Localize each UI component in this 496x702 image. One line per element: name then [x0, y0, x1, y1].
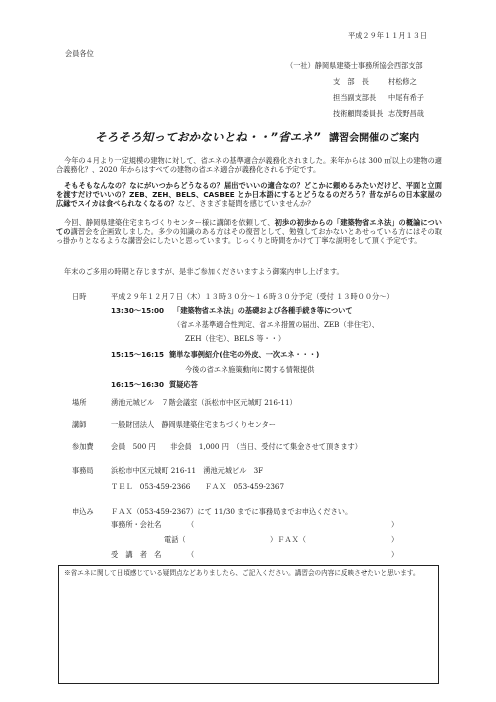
tel-label: 電話（ — [164, 535, 186, 544]
apply-text: ＦＡＸ（053-459-2367）にて 11/30 までに事務局までお申込ください。 — [111, 507, 353, 516]
sender-title-2: 担当副支部長 — [333, 93, 377, 102]
title-rest: 講習会開催のご案内 — [329, 133, 420, 144]
fee-label: 参加費 — [72, 442, 94, 451]
intro-paragraph-1: 今年の４月より一定規模の建物に対して、省エネの基準適合が義務化されました。来年からは 300 ㎡以上の建物の適合義務化？、2020 年からはすべての建物の省エネ適合が義務化される予定です。 — [56, 156, 442, 174]
sender-name-1: 村松修之 — [388, 77, 417, 86]
sender-name-3: 志茂野昌哉 — [388, 109, 424, 118]
p3-a: 今回、静岡県建築住宅まちづくりセンター様に講師を依頼して、 — [64, 218, 275, 227]
intro-paragraph-4: 年末のご多用の時期と存じますが、是非ご参加くださいますよう御案内申し上げます。 — [64, 267, 344, 276]
page-title — [95, 130, 419, 146]
document-date: 平成２９年１１月１３日 — [348, 31, 428, 40]
title-main: そろそろ知っておかないとね・・”省エネ” — [95, 130, 321, 144]
company-open: （ — [187, 520, 195, 529]
place-label: 場所 — [72, 398, 87, 407]
fax-close: ） — [391, 535, 399, 544]
apply-label: 申込み — [72, 507, 94, 516]
company-label: 事務所・会社名 — [111, 520, 162, 529]
sender-name-2: 中尾有希子 — [388, 93, 424, 102]
p3-c: 講習会を企画致しました。多少の知識のある方はその復習として、勉強しておかないとあせっている方にはその取っ掛かりとなるような講習会にしたいと思っています。じっくりと時間をかけて丁寧な説明をして頂く予定です。 — [56, 227, 442, 245]
session-2-detail-1: 今後の省エネ施策動向に関する情報提供 — [185, 365, 315, 374]
addressee: 会員各位 — [65, 49, 94, 58]
attendee-close: ） — [391, 550, 399, 559]
office-label: 事務局 — [72, 466, 94, 475]
place-value: 湧池元城ビル ７階会議室（浜松市中区元城町 216-11） — [111, 398, 297, 407]
company-close: ） — [391, 520, 399, 529]
session-2-title: 簡単な事例紹介(住宅の外皮、一次エネ・・・) — [169, 350, 320, 359]
attendee-open: （ — [187, 550, 195, 559]
session-3-time: 16:15～16:30 — [111, 380, 164, 389]
fee-value: 会員 500 円 非会員 1,000 円 （当日、受付にて集金させて頂きます） — [111, 442, 362, 451]
office-address: 浜松市中区元城町 216-11 湧池元城ビル 3F — [111, 466, 264, 475]
session-1-title: 「建築物省エネ法」の基礎および各種手続き等について — [173, 306, 353, 315]
session-1-time: 13:30～15:00 — [111, 306, 164, 315]
intro-paragraph-3 — [56, 218, 442, 245]
session-3-title: 質疑応答 — [169, 380, 198, 389]
lecturer-value: 一般財団法人 静岡県建築住宅まちづくりセンター — [111, 420, 276, 429]
attendee-label: 受 講 者 名 — [111, 550, 162, 559]
sender-title-3: 技術顧問委員長 — [333, 109, 384, 118]
intro-paragraph-2 — [56, 181, 442, 208]
sender-org: （一社）静岡県建築士事務所協会西部支部 — [286, 61, 423, 70]
schedule-label: 日時 — [72, 292, 87, 301]
questions-bold: そもそもなんなの？なにがいつからどうなるの？届出でいいの適合なの？どこかに頼めるみたいだけど、平面と立面を渡すだけでいいの？ZEB、ZEH、BELS、CASBEE とか日本語にするとどうなるのだろう？昔ながらの日本家屋の広縁でスイカは食べられなくなるの？ — [56, 181, 442, 208]
sender-title-1: 支 部 長 — [333, 77, 369, 86]
schedule-value: 平成２９年１２月７日（木）１３時３０分～１６時３０分予定（受付 １３時００分～） — [111, 292, 394, 301]
comments-box[interactable] — [58, 565, 439, 684]
session-2-time: 15:15～16:15 — [111, 350, 164, 359]
lecturer-label: 講師 — [72, 420, 87, 429]
session-1-detail-1: （省エネ基準適合性判定、省エネ措置の届出、ZEB（非住宅）、 — [173, 320, 379, 329]
p3-b: 初歩の初歩からの「建築物省エネ法」の概論についての — [56, 218, 442, 236]
comments-note: ※省エネに関して日頃感じている疑問点などありましたら、ご記入ください。講習会の内容に反映させたいと思います。 — [64, 569, 420, 577]
fax-label: ）ＦＡＸ（ — [270, 535, 306, 544]
questions-tail: など、さまざま疑問を感じていませんか？ — [177, 199, 315, 208]
office-contact: ＴＥＬ 053-459-2366 ＦＡＸ 053-459-2367 — [111, 482, 285, 491]
session-1-detail-2: ZEH（住宅）、BELS 等・・） — [185, 334, 286, 343]
